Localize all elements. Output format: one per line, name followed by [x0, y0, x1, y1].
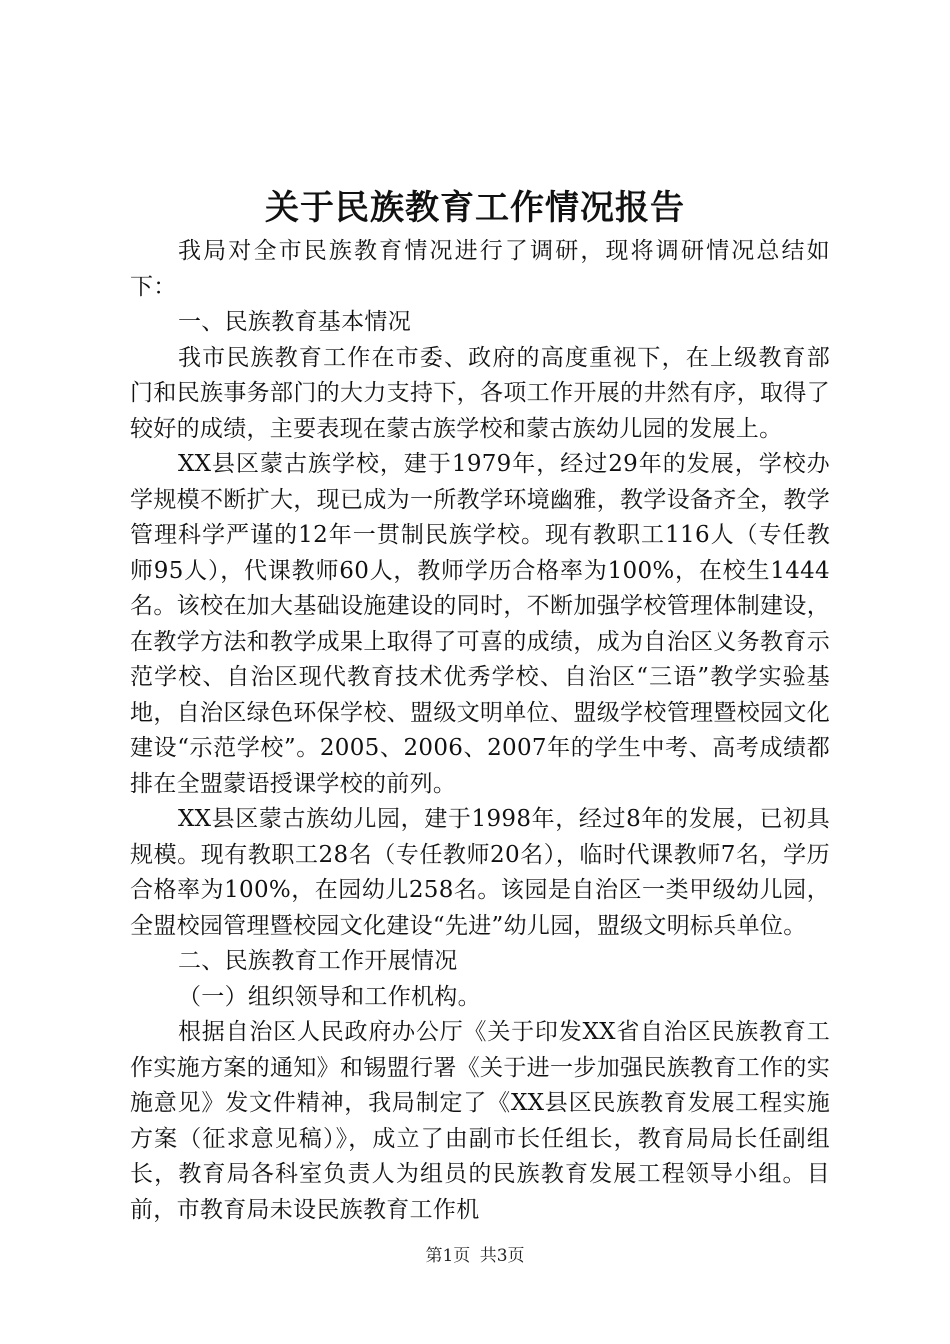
intro-paragraph: 我局对全市民族教育情况进行了调研，现将调研情况总结如下：	[130, 238, 830, 300]
section-heading-1: 一、民族教育基本情况	[178, 309, 411, 335]
page-number-footer: 第1页 共3页	[425, 1246, 525, 1266]
document-body	[130, 234, 830, 1228]
section-heading-2: 二、民族教育工作开展情况	[178, 948, 458, 974]
overview-paragraph: 我市民族教育工作在市委、政府的高度重视下，在上级教育部门和民族事务部门的大力支持下，各项工作开展的井然有序，取得了较好的成绩，主要表现在蒙古族学校和蒙古族幼儿园的发展上。	[130, 344, 830, 442]
document-title: 关于民族教育工作情况报告	[265, 188, 685, 228]
organization-paragraph: 根据自治区人民政府办公厅《关于印发XX省自治区民族教育工作实施方案的通知》和锡盟行署《关于进一步加强民族教育工作的实施意见》发文件精神，我局制定了《XX县区民族教育发展工程实施方案（征求意见稿）》，成立了由副市长任组长，教育局局长任副组长，教育局各科室负责人为组员的民族教育发展工程领导小组。目前，市教育局未设民族教育工作机	[130, 1019, 830, 1223]
school-paragraph: XX县区蒙古族学校，建于1979年，经过29年的发展，学校办学规模不断扩大，现已成为一所教学环境幽雅，教学设备齐全，教学管理科学严谨的12年一贯制民族学校。现有教职工116人（专任教师95人），代课教师60人，教师学历合格率为100%，在校生1444名。该校在加大基础设施建设的同时，不断加强学校管理体制建设，在教学方法和教学成果上取得了可喜的成绩，成为自治区义务教育示范学校、自治区现代教育技术优秀学校、自治区“三语”教学实验基地，自治区绿色环保学校、盟级文明单位、盟级学校管理暨校园文化建设“示范学校”。2005、2006、2007年的学生中考、高考成绩都排在全盟蒙语授课学校的前列。	[130, 451, 830, 797]
subsection-heading-1: （一）组织领导和工作机构。	[178, 983, 481, 1010]
kindergarten-paragraph: XX县区蒙古族幼儿园，建于1998年，经过8年的发展，已初具规模。现有教职工28名（专任教师20名），临时代课教师7名，学历合格率为100%，在园幼儿258名。该园是自治区一类甲级幼儿园，全盟校园管理暨校园文化建设“先进”幼儿园，盟级文明标兵单位。	[130, 806, 830, 939]
